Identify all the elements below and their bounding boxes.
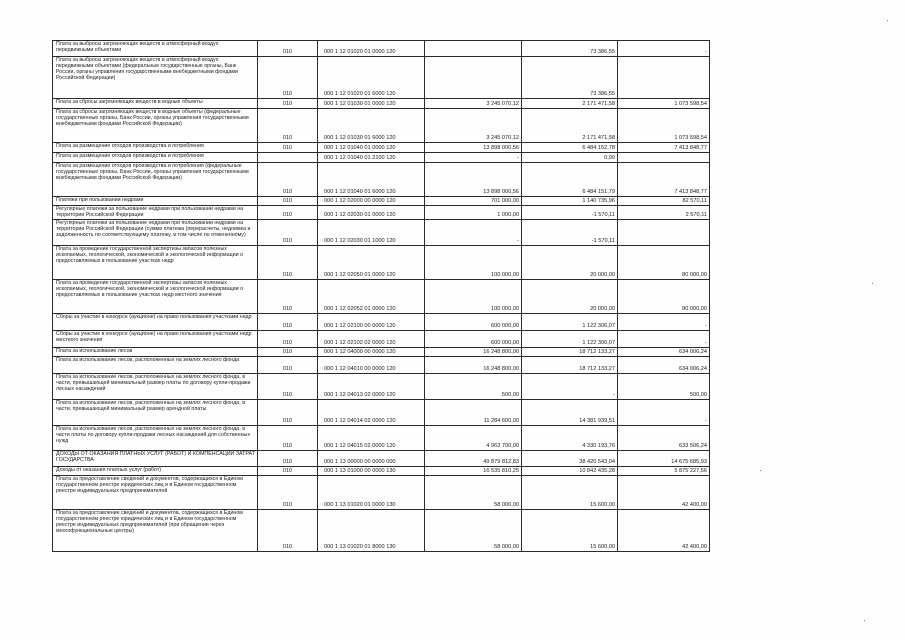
executed-amount: - <box>522 373 618 399</box>
scan-speck <box>864 620 865 621</box>
table-row <box>53 153 710 163</box>
approved-amount: 16 248 800,00 <box>425 347 522 356</box>
executed-amount: 0,99 <box>522 153 618 163</box>
budget-code: 000 1 12 04013 02 0000 120 <box>318 373 425 399</box>
executed-amount: 6 484 151,79 <box>522 163 618 197</box>
table-row <box>53 509 710 551</box>
table-row <box>53 450 710 466</box>
line-code: 010 <box>258 245 318 279</box>
budget-code: 000 1 12 04015 02 0000 120 <box>318 425 425 450</box>
unexecuted-amount: 80 000,00 <box>618 245 710 279</box>
table-row <box>53 356 710 373</box>
unexecuted-amount: 1 073 598,54 <box>618 109 710 143</box>
budget-code: 000 1 12 01020 01 6000 120 <box>318 57 425 99</box>
table-row <box>53 399 710 425</box>
row-name: Плата за выбросы загрязняющих веществ в атмосферный воздух передвижными объектами (федеральные государственные органы, Банк России, органы управления государственными внебюджетными фондами Российской Федерации) <box>53 57 258 99</box>
approved-amount <box>425 41 522 57</box>
table-row <box>53 245 710 279</box>
executed-amount: 4 330 193,76 <box>522 425 618 450</box>
approved-amount: 3 245 070,12 <box>425 109 522 143</box>
row-name: Плата за предоставление сведений и документов, содержащихся в Едином государственном реестре юридических лиц и в Едином государственном реестре индивидуальных предпринимателей (при обращении через многофункциональные центры) <box>53 509 258 551</box>
approved-amount: 13 898 000,56 <box>425 143 522 153</box>
approved-amount: - <box>425 153 522 163</box>
line-code: 010 <box>258 219 318 245</box>
row-name: Платежи при пользовании недрами <box>53 197 258 206</box>
table-row <box>53 373 710 399</box>
line-code: 010 <box>258 41 318 57</box>
row-name: Плата за использование лесов <box>53 347 258 356</box>
approved-amount: 100 000,00 <box>425 245 522 279</box>
approved-amount: 49 879 812,83 <box>425 450 522 466</box>
scan-speck <box>872 283 873 284</box>
unexecuted-amount: 82 570,11 <box>618 197 710 206</box>
budget-code: 000 1 12 01040 01 0000 120 <box>318 143 425 153</box>
table-row <box>53 143 710 153</box>
table-row <box>53 313 710 330</box>
approved-amount <box>425 57 522 99</box>
table-row <box>53 279 710 313</box>
executed-amount: 14 381 939,51 <box>522 399 618 425</box>
executed-amount: 38 420 543,04 <box>522 450 618 466</box>
row-name: Плата за проведение государственной экспертизы запасов полезных ископаемых, геологической, экономической и экологической информации о предоставляемых в пользование участках недр местного значения <box>53 279 258 313</box>
line-code: 010 <box>258 399 318 425</box>
table-row <box>53 466 710 475</box>
executed-amount: -1 570,11 <box>522 206 618 220</box>
budget-code: 000 1 12 01030 01 6000 120 <box>318 109 425 143</box>
unexecuted-amount: 42 400,00 <box>618 475 710 509</box>
row-name: Сборы за участие в конкурсе (аукционе) на право пользования участками недр <box>53 313 258 330</box>
executed-amount: 73 386,55 <box>522 57 618 99</box>
executed-amount: 2 171 471,58 <box>522 99 618 109</box>
line-code: 010 <box>258 425 318 450</box>
approved-amount: - <box>425 219 522 245</box>
executed-amount: 20 000,00 <box>522 279 618 313</box>
scan-speck <box>760 470 761 471</box>
approved-amount: 1 000,00 <box>425 206 522 220</box>
table-row <box>53 163 710 197</box>
row-name: Плата за использование лесов, расположенных на землях лесного фонда, в части платы по договору купли-продажи лесных насаждений для собственных нужд <box>53 425 258 450</box>
row-name: Плата за размещение отходов производства и потребления <box>53 143 258 153</box>
approved-amount: 600 000,00 <box>425 313 522 330</box>
line-code <box>258 153 318 163</box>
executed-amount: 2 171 471,58 <box>522 109 618 143</box>
row-name: Регулярные платежи за пользование недрами при пользовании недрами на территории Российской Федерации (сумма платежа (перерасчеты, недоимка и задолженность по соответствующему платежу, в том числе по отмененному) <box>53 219 258 245</box>
approved-amount: 58 000,00 <box>425 475 522 509</box>
row-name: Плата за предоставление сведений и документов, содержащихся в Едином государственном реестре юридических лиц и в Едином государственном реестре индивидуальных предпринимателей <box>53 475 258 509</box>
budget-code: 000 1 12 02030 01 1000 120 <box>318 219 425 245</box>
row-name: Плата за выбросы загрязняющих веществ в атмосферный воздух передвижными объектами <box>53 41 258 57</box>
executed-amount: 73 386,55 <box>522 41 618 57</box>
unexecuted-amount: 633 506,24 <box>618 425 710 450</box>
budget-code: 000 1 12 02050 01 0000 120 <box>318 245 425 279</box>
line-code: 010 <box>258 450 318 466</box>
line-code: 010 <box>258 197 318 206</box>
budget-code: 000 1 12 04010 00 0000 120 <box>318 356 425 373</box>
revenue-table-body <box>53 41 710 552</box>
budget-code: 000 1 13 01020 01 0000 130 <box>318 475 425 509</box>
unexecuted-amount: 2 570,11 <box>618 206 710 220</box>
approved-amount: 500,00 <box>425 373 522 399</box>
approved-amount: 4 963 700,00 <box>425 425 522 450</box>
unexecuted-amount: 80 000,00 <box>618 279 710 313</box>
unexecuted-amount <box>618 153 710 163</box>
line-code: 010 <box>258 509 318 551</box>
approved-amount: 58 000,00 <box>425 509 522 551</box>
row-name: Плата за использование лесов, расположенных на землях лесного фонда, в части, превышающей минимальный размер арендной платы <box>53 399 258 425</box>
budget-code: 000 1 12 02052 01 0000 120 <box>318 279 425 313</box>
executed-amount: 18 712 133,27 <box>522 347 618 356</box>
unexecuted-amount: - <box>618 313 710 330</box>
scan-speck <box>887 20 888 21</box>
budget-code: 000 1 12 02102 02 0000 120 <box>318 330 425 347</box>
line-code: 010 <box>258 373 318 399</box>
row-name: Плата за проведение государственной экспертизы запасов полезных ископаемых, геологической, экономической и экологической информации о предоставляемых в пользование участках недр <box>53 245 258 279</box>
unexecuted-amount: 7 413 848,77 <box>618 143 710 153</box>
line-code: 010 <box>258 99 318 109</box>
executed-amount: 1 140 735,96 <box>522 197 618 206</box>
budget-code: 000 1 12 04014 02 0000 120 <box>318 399 425 425</box>
approved-amount: 16 248 800,00 <box>425 356 522 373</box>
table-row <box>53 425 710 450</box>
budget-code: 000 1 12 01040 01 6000 120 <box>318 163 425 197</box>
table-row <box>53 206 710 220</box>
row-name: Плата за использование лесов, расположенных на землях лесного фонда <box>53 356 258 373</box>
row-name: Регулярные платежи за пользование недрами при пользовании недрами на территории Российской Федерации <box>53 206 258 220</box>
line-code: 010 <box>258 143 318 153</box>
row-name: Плата за сбросы загрязняющих веществ в водные объекты <box>53 99 258 109</box>
unexecuted-amount: 42 400,00 <box>618 509 710 551</box>
executed-amount: -1 570,11 <box>522 219 618 245</box>
unexecuted-amount: 500,00 <box>618 373 710 399</box>
row-name: Плата за использование лесов, расположенных на землях лесного фонда, в части, превышающей минимальный размер платы по договору купли-продажи лесных насаждений <box>53 373 258 399</box>
line-code: 010 <box>258 330 318 347</box>
line-code: 010 <box>258 356 318 373</box>
line-code: 010 <box>258 475 318 509</box>
table-row <box>53 99 710 109</box>
line-code: 010 <box>258 279 318 313</box>
approved-amount: 600 000,00 <box>425 330 522 347</box>
executed-amount: 10 842 435,28 <box>522 466 618 475</box>
budget-code: 000 1 12 02030 01 0000 120 <box>318 206 425 220</box>
table-row <box>53 330 710 347</box>
line-code: 010 <box>258 466 318 475</box>
executed-amount: 1 122 306,07 <box>522 330 618 347</box>
line-code: 010 <box>258 109 318 143</box>
unexecuted-amount: 634 006,24 <box>618 356 710 373</box>
unexecuted-amount <box>618 219 710 245</box>
executed-amount: 18 712 133,27 <box>522 356 618 373</box>
approved-amount: 3 245 070,12 <box>425 99 522 109</box>
row-name: Сборы за участие в конкурсе (аукционе) на право пользования участками недр местного значения <box>53 330 258 347</box>
line-code: 010 <box>258 313 318 330</box>
budget-code: 000 1 13 01020 01 8000 130 <box>318 509 425 551</box>
unexecuted-amount <box>618 57 710 99</box>
table-row <box>53 41 710 57</box>
budget-code: 000 1 12 01040 01 2100 120 <box>318 153 425 163</box>
budget-code: 000 1 12 01020 01 0000 120 <box>318 41 425 57</box>
line-code: 010 <box>258 206 318 220</box>
row-name: ДОХОДЫ ОТ ОКАЗАНИЯ ПЛАТНЫХ УСЛУГ (РАБОТ) И КОМПЕНСАЦИИ ЗАТРАТ ГОСУДАРСТВА <box>53 450 258 466</box>
unexecuted-amount: 5 875 227,56 <box>618 466 710 475</box>
table-row <box>53 475 710 509</box>
approved-amount: 701 000,00 <box>425 197 522 206</box>
budget-code: 000 1 12 02100 00 0000 120 <box>318 313 425 330</box>
approved-amount: 13 898 000,56 <box>425 163 522 197</box>
line-code: 010 <box>258 57 318 99</box>
executed-amount: 15 600,00 <box>522 509 618 551</box>
table-row <box>53 219 710 245</box>
unexecuted-amount: - <box>618 330 710 347</box>
budget-code: 000 1 12 04000 00 0000 120 <box>318 347 425 356</box>
budget-code: 000 1 12 02000 00 0000 120 <box>318 197 425 206</box>
row-name: Плата за размещение отходов производства и потребления <box>53 153 258 163</box>
executed-amount: 15 600,00 <box>522 475 618 509</box>
executed-amount: 1 122 306,07 <box>522 313 618 330</box>
unexecuted-amount: 634 006,24 <box>618 347 710 356</box>
table-row <box>53 197 710 206</box>
row-name: Доходы от оказания платных услуг (работ) <box>53 466 258 475</box>
revenue-table <box>52 40 710 552</box>
line-code: 010 <box>258 347 318 356</box>
line-code: 010 <box>258 163 318 197</box>
unexecuted-amount: 1 073 598,54 <box>618 99 710 109</box>
row-name: Плата за размещение отходов производства и потребления (федеральные государственные органы, Банк России, органы управления государственными внебюджетными фондами Российской Федерации) <box>53 163 258 197</box>
table-row <box>53 109 710 143</box>
unexecuted-amount: - <box>618 399 710 425</box>
row-name: Плата за сбросы загрязняющих веществ в водные объекты (федеральные государственные органы, Банк России, органы управления государственными внебюджетными фондами Российской Федерации) <box>53 109 258 143</box>
budget-code: 000 1 13 01000 00 0000 130 <box>318 466 425 475</box>
budget-code: 000 1 13 00000 00 0000 000 <box>318 450 425 466</box>
unexecuted-amount: - <box>618 41 710 57</box>
table-row <box>53 57 710 99</box>
unexecuted-amount: 14 675 685,93 <box>618 450 710 466</box>
unexecuted-amount: 7 413 848,77 <box>618 163 710 197</box>
approved-amount: 100 000,00 <box>425 279 522 313</box>
approved-amount: 11 284 600,00 <box>425 399 522 425</box>
executed-amount: 6 484 152,78 <box>522 143 618 153</box>
approved-amount: 16 535 810,25 <box>425 466 522 475</box>
table-row <box>53 347 710 356</box>
budget-code: 000 1 12 01030 01 0000 120 <box>318 99 425 109</box>
executed-amount: 20 000,00 <box>522 245 618 279</box>
